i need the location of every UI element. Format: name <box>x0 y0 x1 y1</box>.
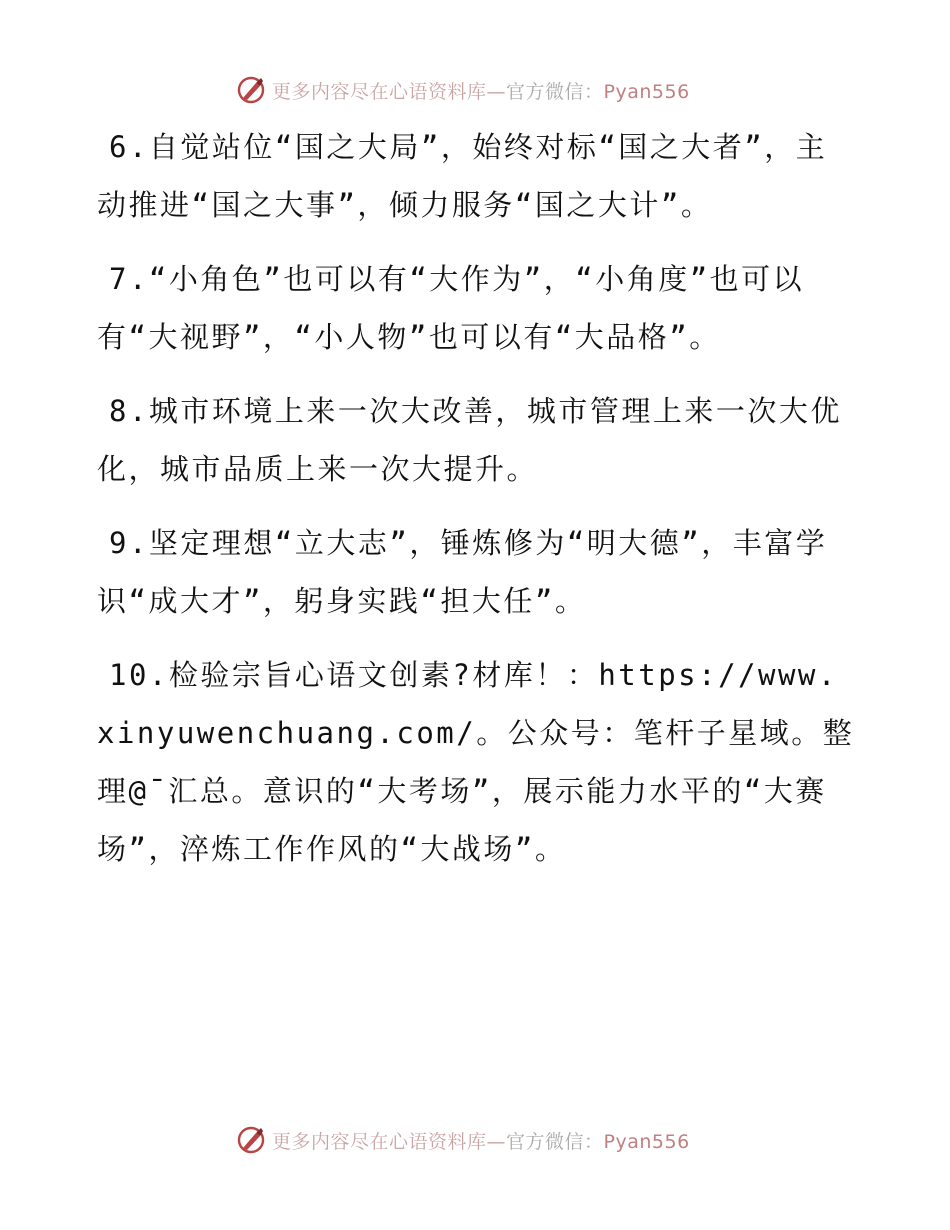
paragraph-8: 8.城市环境上来一次大改善，城市管理上来一次大优化，城市品质上来一次大提升。 <box>97 394 842 486</box>
footer-watermark <box>236 1124 690 1156</box>
watermark-wechat-label: 官方微信： <box>506 1130 604 1153</box>
paragraph-10: 10.检验宗旨心语文创素?材库！：https://www.xinyuwenchuang.com/。公众号：笔杆子星域。整理@¯汇总。意识的“大考场”，展示能力水平的“大赛场”，淬炼工作作风的“大战场”。 <box>97 658 855 866</box>
paragraph-6: 6.自觉站位“国之大局”，始终对标“国之大者”，主动推进“国之大事”，倾力服务“国之大计”。 <box>97 130 828 222</box>
paragraph-9: 9.坚定理想“立大志”，锤炼修为“明大德”，丰富学识“成大才”，躬身实践“担大任”。 <box>97 526 828 618</box>
watermark-text: 更多内容尽在心语资料库— <box>272 80 507 103</box>
watermark-wechat-label: 官方微信： <box>506 80 604 103</box>
watermark-wechat-id: Pyan556 <box>603 1130 690 1153</box>
pen-logo-icon <box>236 1125 266 1155</box>
paragraph-7: 7.“小角色”也可以有“大作为”，“小角度”也可以有“大视野”，“小人物”也可以有“大品格”。 <box>97 262 805 354</box>
watermark-text: 更多内容尽在心语资料库— <box>272 1130 507 1153</box>
header-watermark <box>236 74 690 106</box>
document-body <box>97 118 857 894</box>
watermark-wechat-id: Pyan556 <box>603 80 690 103</box>
pen-logo-icon <box>236 75 266 105</box>
